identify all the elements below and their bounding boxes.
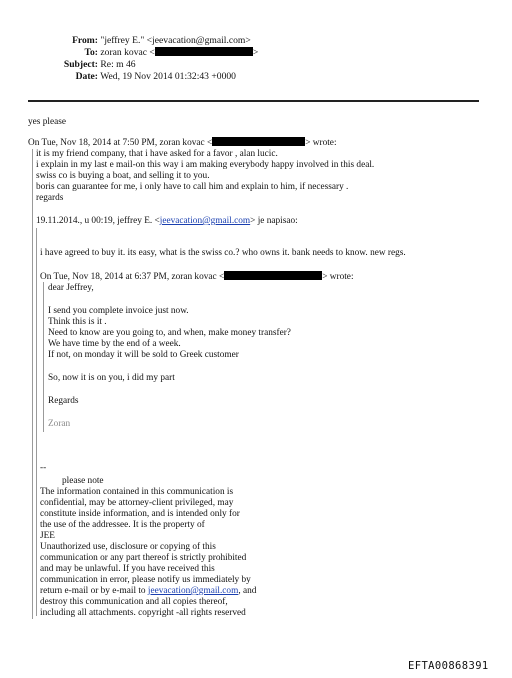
- date-value: Wed, 19 Nov 2014 01:32:43 +0000: [100, 71, 236, 82]
- bates-number: EFTA00868391: [408, 660, 489, 672]
- from-label: From:: [72, 35, 98, 46]
- disclaimer-line: communication or any part thereof is strictly prohibited: [40, 553, 247, 563]
- subject-label: Subject:: [63, 59, 98, 70]
- quote2-intro-post: > je napisao:: [250, 216, 298, 226]
- disclaimer-line: JEE: [40, 531, 55, 541]
- header-divider: [28, 100, 479, 102]
- return-post: , and: [238, 586, 257, 596]
- quote1-line: regards: [36, 193, 64, 203]
- quote-bar-level1: [32, 149, 33, 619]
- quote3-greeting: dear Jeffrey,: [48, 283, 94, 293]
- email-link[interactable]: jeevacation@gmail.com: [159, 216, 251, 226]
- signature-separator: --: [40, 463, 47, 473]
- disclaimer-return-line: [40, 586, 256, 597]
- date-label: Date:: [75, 71, 98, 82]
- disclaimer-line: constitute inside information, and is intended only for: [40, 509, 240, 519]
- quote3-line: I send you complete invoice just now.: [48, 306, 189, 316]
- quote3-intro-post: > wrote:: [322, 272, 354, 282]
- disclaimer-line: destroy this communication and all copies thereof,: [40, 597, 228, 607]
- header-from: [40, 35, 251, 47]
- quote1-intro-pre: On Tue, Nov 18, 2014 at 7:50 PM, zoran kovac <: [28, 138, 213, 148]
- quote1-line: it is my friend company, that i have asked for a favor , alan lucic.: [36, 149, 278, 159]
- quote3-line: If not, on monday it will be sold to Greek customer: [48, 350, 239, 360]
- quote-bar-level2: [36, 228, 37, 616]
- email-link[interactable]: jeevacation@gmail.com: [147, 586, 239, 596]
- disclaimer-line: confidential, may be attorney-client privileged, may: [40, 498, 234, 508]
- quote2-intro-pre: 19.11.2014., u 00:19, jeffrey E. <: [36, 216, 160, 226]
- disclaimer-line: including all attachments. copyright -all rights reserved: [40, 608, 246, 618]
- quote3-intro-pre: On Tue, Nov 18, 2014 at 6:37 PM, zoran kovac <: [40, 272, 225, 282]
- redaction-block: [224, 271, 322, 280]
- quote3-line: Think this is it .: [48, 317, 107, 327]
- quote1-line: i explain in my last e mail-on this way i am making everybody happy involved in this deal.: [36, 160, 375, 170]
- to-value-post: >: [252, 47, 259, 58]
- quote-bar-level3: [43, 282, 44, 432]
- reply-text: yes please: [28, 117, 66, 127]
- to-value-pre: zoran kovac <: [100, 47, 155, 58]
- header-to: [40, 47, 258, 59]
- quote1-intro: [28, 137, 337, 149]
- disclaimer-line: the use of the addressee. It is the property of: [40, 520, 205, 530]
- from-value: "jeffrey E." <jeevacation@gmail.com>: [100, 35, 251, 46]
- redaction-block: [212, 137, 305, 146]
- return-pre: return e-mail or by e-mail to: [40, 586, 148, 596]
- disclaimer-line: and may be unlawful. If you have received this: [40, 564, 215, 574]
- quote3-line: We have time by the end of a week.: [48, 339, 181, 349]
- header-date: [40, 71, 236, 83]
- quote3-regards: Regards: [48, 396, 79, 406]
- quote1-line: boris can guarantee for me, i only have to call him and explain to him, if necessary .: [36, 182, 349, 192]
- quote3-closing: So, now it is on you, i did my part: [48, 373, 175, 383]
- quote1-intro-post: > wrote:: [305, 138, 337, 148]
- quote3-signature: Zoran: [48, 419, 71, 429]
- quote1-line: swiss co is buying a boat, and selling it to you.: [36, 171, 210, 181]
- quote3-intro: [40, 271, 354, 283]
- to-label: To:: [84, 47, 98, 58]
- header-subject: [40, 59, 136, 71]
- disclaimer-line: communication in error, please notify us immediately by: [40, 575, 251, 585]
- quote3-line: Need to know are you going to, and when, make money transfer?: [48, 328, 291, 338]
- disclaimer-line: The information contained in this communication is: [40, 487, 234, 497]
- please-note: please note: [62, 476, 104, 486]
- redaction-block: [155, 47, 253, 56]
- disclaimer-line: Unauthorized use, disclosure or copying of this: [40, 542, 216, 552]
- quote2-message: i have agreed to buy it. its easy, what is the swiss co.? who owns it. bank needs to know. new regs.: [40, 248, 406, 258]
- quote2-intro: [36, 216, 298, 227]
- subject-value: Re: m 46: [100, 59, 136, 70]
